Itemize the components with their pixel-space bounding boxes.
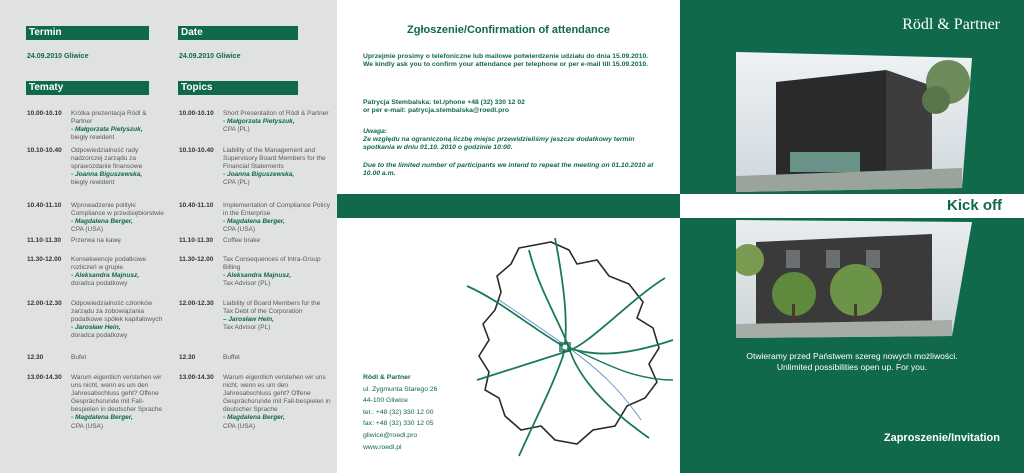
- row-content: [71, 110, 167, 142]
- row-time: 10.10-10.40: [179, 147, 214, 154]
- address-fax: fax: +48 (32) 330 12 05: [363, 420, 434, 428]
- row-role: CPA (USA): [71, 422, 104, 430]
- row-content: [71, 202, 167, 234]
- row-topic: Warum eigentlich verstehen wir uns nicht, wenn es um den Jahresabschluss geht? Offene Gesprächsrunde mit Fall-bespielen in deutscher Sprache: [223, 374, 331, 414]
- program-panel-pl: [0, 0, 168, 473]
- confirmation-text-pl: Uprzejmie prosimy o telefoniczne lub mailowe potwierdzenie udziału do dnia 15.09.2010.: [363, 53, 649, 60]
- row-topic: Przerwa na kawę: [71, 237, 121, 244]
- program-panel-en: [168, 0, 337, 473]
- row-role: Tax Advisor (PL): [223, 280, 271, 288]
- row-topic: Odpowiedzialność rady nadzorczej zarządu za sprawozdanie finansowe: [71, 147, 143, 171]
- row-speaker: - Aleksandra Majnusz,: [223, 272, 292, 280]
- row-topic: Liability of the Management and Supervisory Board Members for the Financial Statements: [223, 147, 326, 171]
- row-speaker: – Jarosław Hein,: [223, 316, 274, 324]
- tagline-pl: Otwieramy przed Państwem szereg nowych możliwości.: [746, 351, 958, 361]
- city-map: [459, 230, 681, 460]
- row-time: 13.00-14.30: [27, 374, 62, 381]
- address-name: Rödl & Partner: [363, 374, 411, 381]
- address-tel: tel.: +48 (32) 330 12 00: [363, 408, 434, 416]
- row-time: 11.10-11.30: [27, 237, 61, 244]
- row-time: 12.30: [27, 354, 44, 361]
- row-topic: Odpowiedzialność członków zarządu za zobowiązania podatkowe spółek kapitałowych: [71, 300, 163, 324]
- cover-panel: [680, 0, 1024, 473]
- office-dot: [563, 345, 568, 350]
- address-email[interactable]: gliwice@roedl.pro: [363, 431, 418, 439]
- row-content: [71, 354, 167, 362]
- row-content: [223, 354, 331, 362]
- contact-email[interactable]: or per e-mail: patrycja.stembalska@roedl.pro: [363, 107, 510, 115]
- row-role: CPA (PL): [223, 126, 250, 134]
- confirmation-title: Zgłoszenie/Confirmation of attendance: [407, 24, 610, 36]
- row-content: [223, 237, 331, 245]
- address-street: ul. Zygmunta Starego 26: [363, 385, 438, 393]
- row-content: [71, 300, 167, 340]
- row-content: [223, 110, 331, 134]
- address-block: [363, 372, 437, 453]
- note-pl: Ze względu na ograniczoną liczbę miejsc przewidzieliśmy jeszcze dodatkowy termin spotkania w dniu 01.10. 2010 o godzinie 10:00.: [363, 136, 635, 152]
- row-speaker: - Jarosław Hein,: [71, 324, 121, 332]
- contact-block: [363, 99, 659, 115]
- note-label: Uwaga:: [363, 128, 388, 135]
- row-time: 11.30-12.00: [179, 256, 214, 263]
- row-topic: Implementation of Compliance Policy in the Enterprise: [223, 202, 330, 218]
- building-photo-bottom: [736, 220, 972, 338]
- event-date-en: 24.09.2010 Gliwice: [179, 53, 241, 60]
- row-topic: Bufet: [71, 354, 87, 361]
- row-topic: Wprowadzenie polityki Compliance w przedsiębiorstwie: [71, 202, 164, 218]
- row-time: 10.00-10.10: [179, 110, 214, 117]
- row-time: 12.00-12.30: [27, 300, 62, 307]
- header-date-en: Date: [178, 26, 298, 40]
- row-speaker: - Joanna Biguszewska,: [71, 171, 143, 179]
- row-role: biegły rewident: [71, 179, 115, 187]
- row-role: biegły rewident: [71, 134, 115, 142]
- confirmation-text-en: We kindly ask you to confirm your attendance per telephone or per e-mail till 15.09.2010.: [363, 61, 649, 69]
- row-role: CPA (USA): [223, 226, 256, 234]
- row-content: [71, 374, 167, 431]
- row-time: 10.40-11.10: [27, 202, 62, 209]
- row-content: [223, 300, 331, 332]
- tagline-en: Unlimited possibilities open up. For you.: [776, 362, 928, 372]
- row-time: 10.40-11.10: [179, 202, 214, 209]
- confirmation-panel: [337, 0, 680, 473]
- confirmation-text: [363, 53, 659, 69]
- tagline: [680, 351, 1024, 373]
- event-date-pl: 24.09.2010 Gliwice: [27, 53, 89, 60]
- row-topic: Liability of Board Members for the Tax Debt of the Corporation: [223, 300, 321, 316]
- row-content: [71, 147, 167, 187]
- row-role: Tax Advisor (PL): [223, 324, 271, 332]
- row-speaker: - Aleksandra Majnusz,: [71, 272, 140, 280]
- row-topic: Warum eigentlich verstehen wir uns nicht, wenn es um den Jahresabschluss geht? Offene Gesprächsrunde mit Fall-bespielen in deutscher Sprache: [71, 374, 163, 414]
- row-time: 12.30: [179, 354, 196, 361]
- row-topic: Buffet: [223, 354, 240, 361]
- row-speaker: - Małgorzata Pietyszuk,: [71, 126, 143, 134]
- building-photo-top: [736, 52, 972, 192]
- row-speaker: - Magdalena Berger,: [223, 414, 285, 422]
- row-topic: Short Presentation of Rödl & Partner: [223, 110, 329, 117]
- row-topic: Tax Consequences of Intra-Group Billing: [223, 256, 321, 272]
- header-topics-en: Topics: [178, 81, 298, 95]
- road-line-1: [529, 250, 649, 438]
- row-role: doradca podatkowy: [71, 280, 128, 288]
- row-content: [71, 256, 167, 288]
- row-topic: Coffee brake: [223, 237, 261, 244]
- row-content: [71, 237, 167, 245]
- row-content: [223, 202, 331, 234]
- row-speaker: - Małgorzata Pietyszuk,: [223, 118, 295, 126]
- note-block: [363, 128, 659, 153]
- green-band: [337, 194, 680, 218]
- note-en: [363, 162, 659, 178]
- row-time: 11.30-12.00: [27, 256, 62, 263]
- address-city: 44-100 Gliwice: [363, 397, 408, 405]
- note-en-text: Due to the limited number of participants we intend to repeat the meeting on 01.10.2010 at 10.00 a.m.: [363, 162, 654, 178]
- row-role: CPA (USA): [71, 226, 104, 234]
- address-web[interactable]: www.roedl.pl: [363, 443, 402, 451]
- row-topic: Konsekwencje podatkowe rozliczeń w grupie: [71, 256, 147, 272]
- row-speaker: - Magdalena Berger,: [71, 218, 133, 226]
- header-topics-pl: Tematy: [26, 81, 149, 95]
- header-date-pl: Termin: [26, 26, 149, 40]
- row-role: CPA (USA): [223, 422, 256, 430]
- invitation-title: Zaproszenie/Invitation: [883, 432, 1000, 444]
- brand-logo: Rödl & Partner: [902, 16, 1000, 33]
- row-content: [223, 147, 331, 187]
- row-time: 10.10-10.40: [27, 147, 62, 154]
- row-time: 10.00-10.10: [27, 110, 62, 117]
- row-speaker: - Joanna Biguszewska,: [223, 171, 295, 179]
- row-role: CPA (PL): [223, 179, 250, 187]
- contact-phone: Patrycja Stembalska: tel./phone +48 (32) 330 12 02: [363, 99, 525, 106]
- row-content: [223, 374, 331, 431]
- road-line-4: [519, 238, 566, 456]
- row-time: 11.10-11.30: [179, 237, 213, 244]
- row-time: 13.00-14.30: [179, 374, 214, 381]
- row-topic: Krótka prezentacja Rödl & Partner: [71, 110, 147, 126]
- row-speaker: - Magdalena Berger,: [71, 414, 133, 422]
- row-role: doradca podatkowy: [71, 332, 128, 340]
- row-speaker: - Magdalena Berger,: [223, 218, 285, 226]
- kick-off-title: Kick off: [946, 197, 1002, 214]
- row-time: 12.00-12.30: [179, 300, 214, 307]
- row-content: [223, 256, 331, 288]
